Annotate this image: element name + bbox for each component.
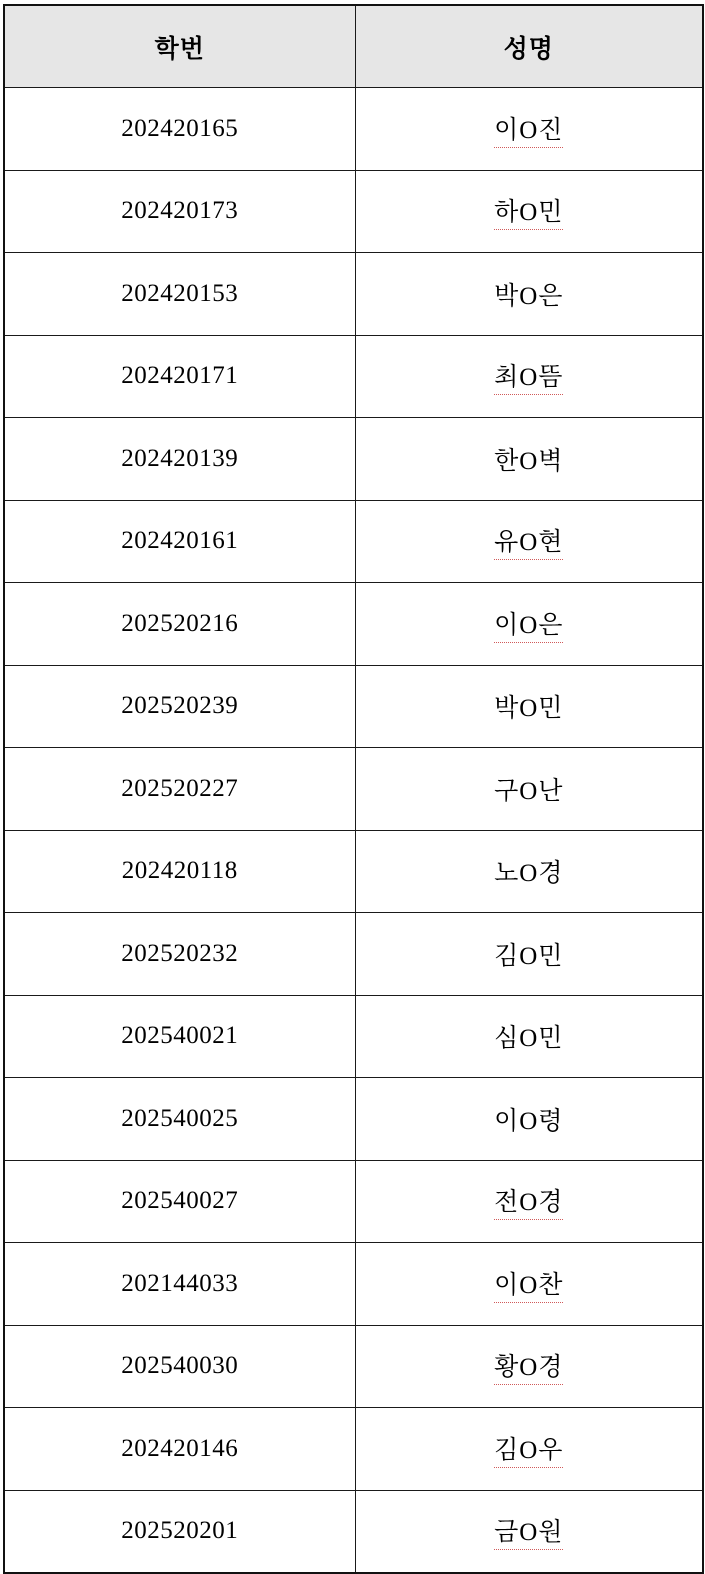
cell-student-name — [355, 1078, 703, 1161]
cell-student-id: 202420146 — [4, 1408, 355, 1491]
table-row — [4, 748, 703, 831]
cell-student-name — [355, 830, 703, 913]
cell-student-id: 202540027 — [4, 1160, 355, 1243]
cell-student-id: 202540025 — [4, 1078, 355, 1161]
student-name-text: 한O벽 — [494, 447, 564, 475]
student-name-text: 박O은 — [494, 282, 564, 310]
student-name-text: 금O원 — [494, 1512, 563, 1550]
table-row — [4, 665, 703, 748]
student-name-text: 김O우 — [494, 1430, 563, 1468]
cell-student-id: 202420118 — [4, 830, 355, 913]
table-row — [4, 500, 703, 583]
table-row — [4, 1078, 703, 1161]
table-row — [4, 1408, 703, 1491]
cell-student-id: 202420173 — [4, 170, 355, 253]
cell-student-id: 202520216 — [4, 583, 355, 666]
student-name-text: 이O은 — [494, 605, 563, 643]
student-name-text: 유O현 — [494, 522, 563, 560]
table-row — [4, 1490, 703, 1573]
cell-student-name — [355, 335, 703, 418]
table-row — [4, 253, 703, 336]
cell-student-id: 202520227 — [4, 748, 355, 831]
cell-student-id: 202540030 — [4, 1325, 355, 1408]
cell-student-name — [355, 418, 703, 501]
table-header-row — [4, 5, 703, 88]
table-body — [4, 88, 703, 1574]
student-name-text: 하O민 — [494, 192, 563, 230]
cell-student-id: 202520201 — [4, 1490, 355, 1573]
table-row — [4, 583, 703, 666]
cell-student-name — [355, 913, 703, 996]
table-row — [4, 1160, 703, 1243]
cell-student-id: 202144033 — [4, 1243, 355, 1326]
cell-student-id: 202520232 — [4, 913, 355, 996]
cell-student-id: 202420153 — [4, 253, 355, 336]
table-row — [4, 1325, 703, 1408]
cell-student-name — [355, 500, 703, 583]
cell-student-name — [355, 583, 703, 666]
student-name-text: 박O민 — [494, 695, 564, 723]
cell-student-id: 202420161 — [4, 500, 355, 583]
column-header-student-id: 학번 — [4, 5, 355, 88]
student-name-text: 전O경 — [494, 1182, 563, 1220]
table-row — [4, 913, 703, 996]
cell-student-id: 202420165 — [4, 88, 355, 171]
cell-student-name — [355, 88, 703, 171]
cell-student-id: 202420139 — [4, 418, 355, 501]
cell-student-name — [355, 665, 703, 748]
cell-student-name — [355, 1243, 703, 1326]
cell-student-name — [355, 995, 703, 1078]
cell-student-name — [355, 1490, 703, 1573]
student-name-text: 이O령 — [494, 1107, 564, 1135]
cell-student-id: 202420171 — [4, 335, 355, 418]
cell-student-name — [355, 253, 703, 336]
table-header — [4, 5, 703, 88]
table-row — [4, 995, 703, 1078]
student-name-text: 심O민 — [494, 1025, 564, 1053]
table-row — [4, 1243, 703, 1326]
student-name-text: 구O난 — [494, 777, 564, 805]
cell-student-id: 202520239 — [4, 665, 355, 748]
student-name-text: 이O찬 — [494, 1265, 563, 1303]
cell-student-name — [355, 170, 703, 253]
column-header-name: 성명 — [355, 5, 703, 88]
table-row — [4, 830, 703, 913]
table-row — [4, 88, 703, 171]
cell-student-name — [355, 748, 703, 831]
table-row — [4, 418, 703, 501]
cell-student-name — [355, 1160, 703, 1243]
cell-student-name — [355, 1408, 703, 1491]
table-row — [4, 335, 703, 418]
student-name-text: 김O민 — [494, 942, 564, 970]
cell-student-id: 202540021 — [4, 995, 355, 1078]
student-name-text: 황O경 — [494, 1347, 563, 1385]
student-roster-table — [3, 4, 704, 1574]
table-row — [4, 170, 703, 253]
student-name-text: 이O진 — [494, 110, 563, 148]
cell-student-name — [355, 1325, 703, 1408]
student-name-text: 최O뜸 — [494, 357, 563, 395]
student-name-text: 노O경 — [494, 860, 564, 888]
